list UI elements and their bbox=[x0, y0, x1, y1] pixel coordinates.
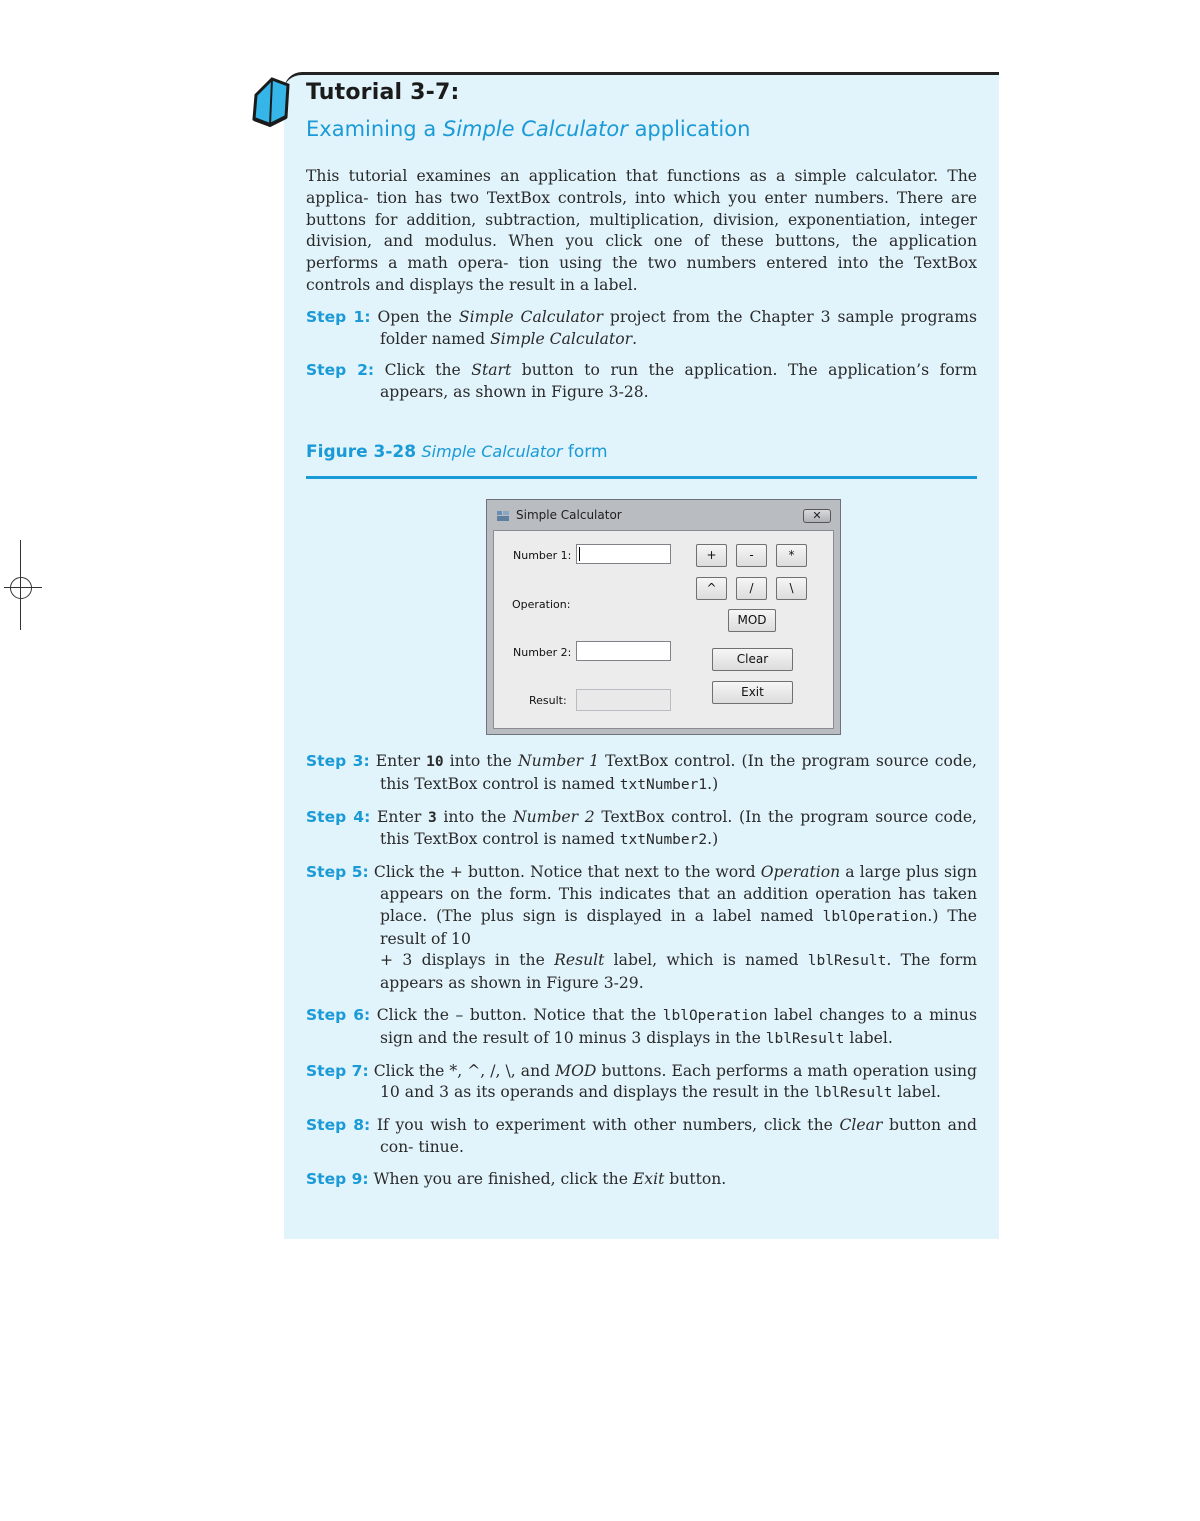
add-button[interactable]: + bbox=[696, 544, 727, 567]
calculator-window bbox=[486, 499, 841, 735]
power-button[interactable]: ^ bbox=[696, 577, 727, 600]
window-titlebar bbox=[487, 500, 840, 530]
number1-textbox[interactable] bbox=[576, 544, 671, 564]
close-icon[interactable]: ✕ bbox=[803, 509, 831, 523]
divide-button[interactable]: / bbox=[736, 577, 767, 600]
int-divide-button[interactable]: \ bbox=[776, 577, 807, 600]
step-9: Step 9: When you are finished, click the Exit button. bbox=[306, 1169, 727, 1188]
step-4: Step 4: Enter 3 into the Number 2 TextBox control. (In the program source code, this TextBox control is named txtNumber2.) bbox=[306, 807, 978, 849]
app-icon bbox=[497, 511, 509, 521]
window-title: Simple Calculator bbox=[516, 508, 622, 522]
clear-button[interactable]: Clear bbox=[712, 648, 793, 671]
tutorial-title: Tutorial 3-7: bbox=[306, 80, 460, 105]
tutorial-steps-continued bbox=[306, 741, 977, 1191]
tutorial-icon bbox=[250, 73, 296, 135]
figure-rule bbox=[306, 476, 977, 479]
result-label: Result: bbox=[529, 694, 567, 707]
number2-textbox[interactable] bbox=[576, 641, 671, 661]
result-display bbox=[576, 689, 671, 711]
step-3: Step 3: Enter 10 into the Number 1 TextBox control. (In the program source code, this TextBox control is named txtNumber1.) bbox=[306, 752, 978, 793]
number2-label: Number 2: bbox=[513, 646, 572, 659]
registration-mark bbox=[0, 540, 50, 635]
tutorial-subtitle: Examining a Simple Calculator application bbox=[306, 117, 751, 141]
step-6: Step 6: Click the – button. Notice that the lblOperation label changes to a minus sign and the result of 10 minus 3 displays in the lblResult label. bbox=[306, 1005, 977, 1047]
step-2: Step 2: Click the Start button to run the application. The application’s form appears, as shown in Figure 3-28. bbox=[306, 361, 977, 402]
step-8: Step 8: If you wish to experiment with other numbers, click the Clear button and con- tinue. bbox=[306, 1116, 977, 1156]
step-7: Step 7: Click the *, ^, /, \, and MOD buttons. Each performs a math operation using 10 and 3 as its operands and displays the result in the lblResult label. bbox=[306, 1061, 978, 1102]
mod-button[interactable]: MOD bbox=[728, 609, 776, 632]
tutorial-body bbox=[306, 166, 977, 404]
number1-label: Number 1: bbox=[513, 549, 572, 562]
subtract-button[interactable]: - bbox=[736, 544, 767, 567]
window-client-area bbox=[493, 530, 834, 729]
step-1: Step 1: Open the Simple Calculator project from the Chapter 3 sample programs folder named Simple Calculator. bbox=[306, 307, 978, 348]
multiply-button[interactable]: * bbox=[776, 544, 807, 567]
operation-label: Operation: bbox=[512, 598, 571, 611]
intro-paragraph: This tutorial examines an application that functions as a simple calculator. The applica- tion has two TextBox controls, into which you enter numbers. There are buttons for addition, subtraction, multiplication, division, exponentiation, integer division, and modulus. When you click one of these buttons, the application performs a math opera- tion using the two numbers entered into the TextBox controls and displays the result in a label. bbox=[306, 167, 977, 294]
step-5: Step 5: Click the + button. Notice that next to the word Operation a large plus sign appears on the form. This indicates that an addition operation has taken place. (The plus sign is displayed in a label named lblOperation.) The result of 10 + 3 displays in the Result label, which is named lblResult. The form appears as shown in Figure 3-29. bbox=[306, 863, 978, 993]
exit-button[interactable]: Exit bbox=[712, 681, 793, 704]
figure-caption: Figure 3-28 Simple Calculator form bbox=[306, 442, 608, 462]
